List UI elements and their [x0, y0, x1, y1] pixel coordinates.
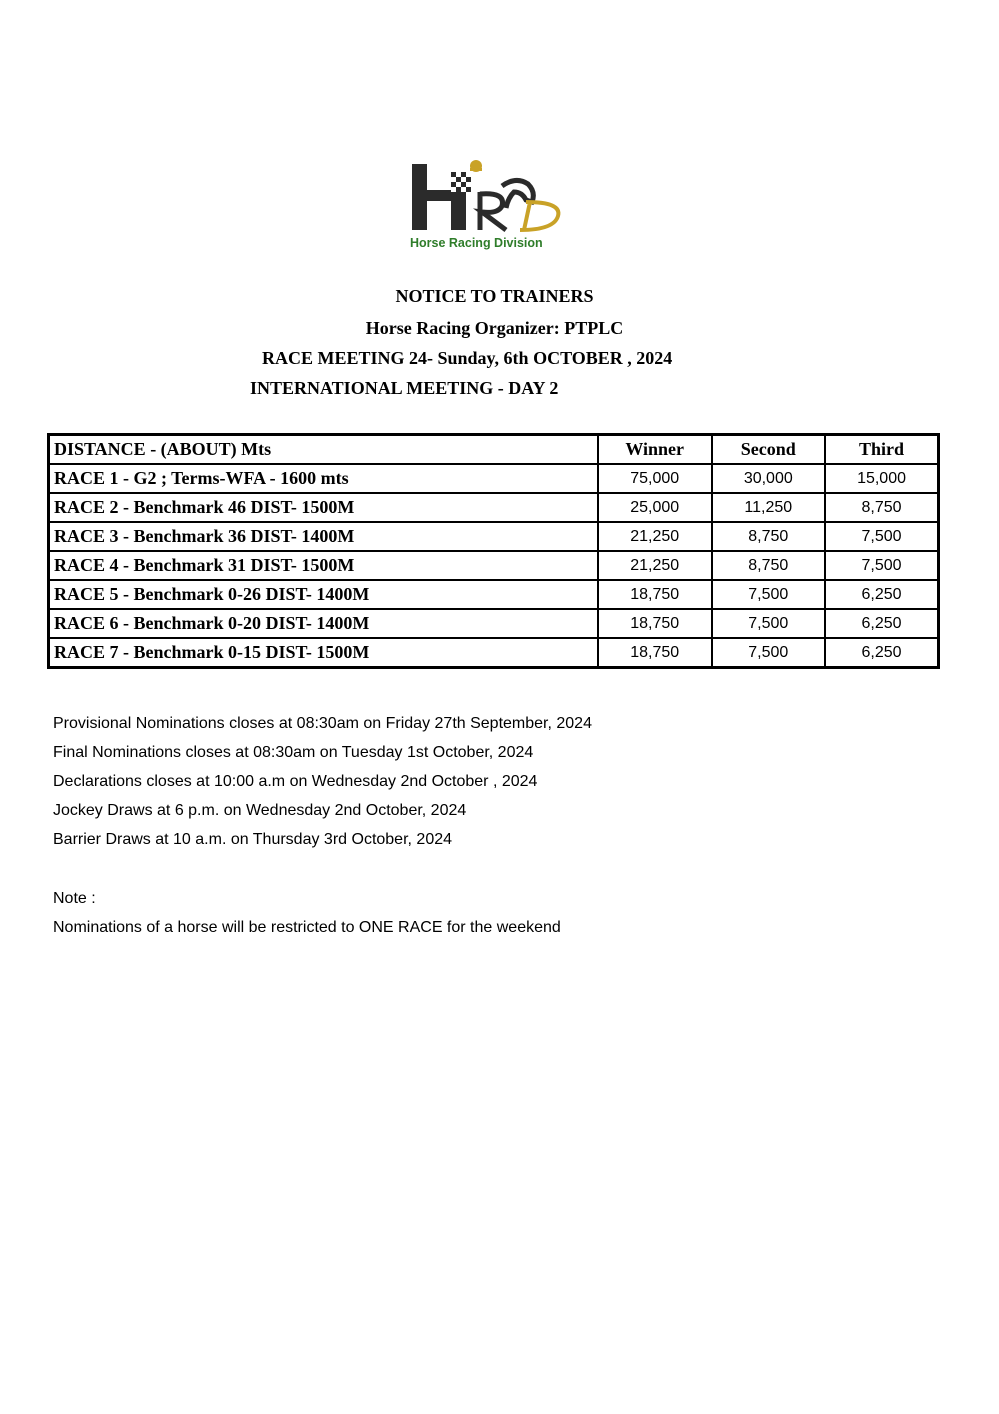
third-prize: 15,000 [825, 464, 938, 493]
header-winner: Winner [598, 435, 712, 465]
table-row [49, 522, 939, 551]
header-distance: DISTANCE - (ABOUT) Mts [49, 435, 598, 465]
race-name: RACE 4 - Benchmark 31 DIST- 1500M [49, 551, 598, 580]
second-prize: 7,500 [712, 638, 826, 668]
race-name: RACE 6 - Benchmark 0-20 DIST- 1400M [49, 609, 598, 638]
table-row [49, 464, 939, 493]
table-row [49, 493, 939, 522]
logo-caption: Horse Racing Division [410, 236, 543, 250]
winner-prize: 18,750 [598, 638, 712, 668]
second-prize: 8,750 [712, 522, 826, 551]
table-header-row [49, 435, 939, 465]
barrier-draws-line: Barrier Draws at 10 a.m. on Thursday 3rd October, 2024 [53, 831, 453, 848]
third-prize: 6,250 [825, 580, 938, 609]
race-name: RACE 5 - Benchmark 0-26 DIST- 1400M [49, 580, 598, 609]
table-row [49, 551, 939, 580]
race-name: RACE 2 - Benchmark 46 DIST- 1500M [49, 493, 598, 522]
prize-money-table [47, 433, 940, 669]
third-prize: 7,500 [825, 522, 938, 551]
header-third: Third [825, 435, 938, 465]
race-name: RACE 3 - Benchmark 36 DIST- 1400M [49, 522, 598, 551]
third-prize: 6,250 [825, 638, 938, 668]
meeting-line: RACE MEETING 24- Sunday, 6th OCTOBER , 2024 [262, 348, 673, 368]
second-prize: 7,500 [712, 609, 826, 638]
declarations-line: Declarations closes at 10:00 a.m on Wednesday 2nd October , 2024 [53, 773, 538, 790]
winner-prize: 21,250 [598, 551, 712, 580]
winner-prize: 18,750 [598, 580, 712, 609]
third-prize: 7,500 [825, 551, 938, 580]
final-nominations-line: Final Nominations closes at 08:30am on Tuesday 1st October, 2024 [53, 744, 534, 761]
note-text: Nominations of a horse will be restricted to ONE RACE for the weekend [53, 919, 561, 936]
hrd-logo [410, 158, 570, 254]
second-prize: 30,000 [712, 464, 826, 493]
jockey-draws-line: Jockey Draws at 6 p.m. on Wednesday 2nd October, 2024 [53, 802, 467, 819]
international-meeting-line: INTERNATIONAL MEETING - DAY 2 [250, 378, 559, 398]
table-row [49, 638, 939, 668]
third-prize: 8,750 [825, 493, 938, 522]
winner-prize: 21,250 [598, 522, 712, 551]
third-prize: 6,250 [825, 609, 938, 638]
header-second: Second [712, 435, 826, 465]
table-row [49, 580, 939, 609]
table-row [49, 609, 939, 638]
race-name: RACE 1 - G2 ; Terms-WFA - 1600 mts [49, 464, 598, 493]
race-name: RACE 7 - Benchmark 0-15 DIST- 1500M [49, 638, 598, 668]
organizer-line: Horse Racing Organizer: PTPLC [365, 318, 624, 338]
notice-title: NOTICE TO TRAINERS [395, 286, 594, 306]
hrd-horse-logo-icon [410, 158, 570, 236]
second-prize: 11,250 [712, 493, 826, 522]
second-prize: 7,500 [712, 580, 826, 609]
provisional-nominations-line: Provisional Nominations closes at 08:30am on Friday 27th September, 2024 [53, 715, 592, 732]
note-label: Note : [53, 890, 96, 907]
winner-prize: 75,000 [598, 464, 712, 493]
second-prize: 8,750 [712, 551, 826, 580]
winner-prize: 25,000 [598, 493, 712, 522]
winner-prize: 18,750 [598, 609, 712, 638]
